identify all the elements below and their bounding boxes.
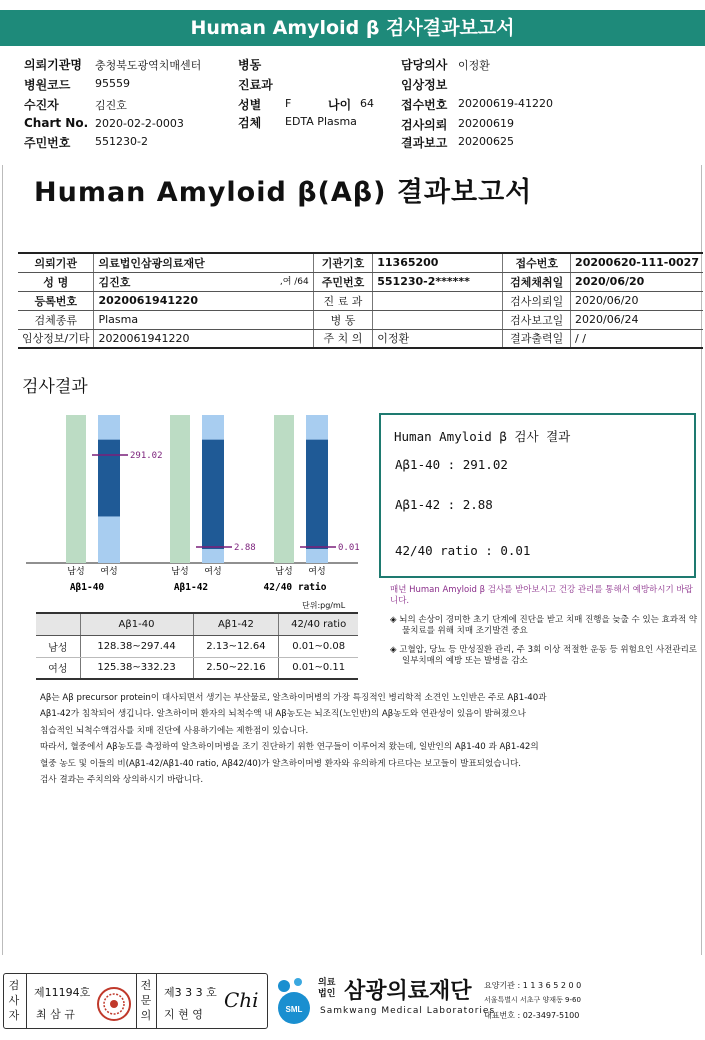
info-cell: 20200620-111-0027: [571, 253, 703, 272]
ref-header-cell: Aβ1-42: [193, 613, 279, 635]
ref-cell: 0.01~0.08: [279, 635, 358, 657]
info-row: [18, 310, 703, 329]
info-cell: 병 동: [313, 310, 372, 329]
org-phone: 대표번호 : 02-3497-5100: [484, 1011, 580, 1020]
report-title-bar: Human Amyloid β 검사결과보고서: [0, 10, 705, 46]
info-cell: / /: [571, 329, 703, 348]
bar-label-male: 남성: [275, 567, 293, 577]
bar-label-female: 여성: [100, 567, 118, 577]
result-ab42: Aβ1-42 : 2.88: [395, 497, 493, 512]
male-bar: [274, 415, 294, 563]
report-main-title: Human Amyloid β(Aβ) 결과보고서: [34, 177, 533, 208]
info-cell: 이정환: [373, 329, 503, 348]
ref-header-cell: 42/40 ratio: [279, 613, 358, 635]
ref-cell: 128.38~297.44: [80, 635, 193, 657]
receipt-label: 접수번호: [401, 98, 448, 112]
org-english-name: Samkwang Medical Laboratories: [320, 1006, 496, 1016]
info-cell: 주민번호: [313, 272, 372, 291]
info-row: [18, 329, 703, 348]
code-label: 병원코드: [24, 78, 71, 92]
para-line: 검사 결과는 주치의와 상의하시기 바랍니다.: [40, 775, 204, 786]
ref-cell: 125.38~332.23: [80, 657, 193, 679]
info-row: [18, 272, 703, 291]
name-value: 김진호: [98, 275, 131, 289]
info-cell: [94, 272, 313, 291]
ref-header-cell: Aβ1-40: [80, 613, 193, 635]
para-line: 혈중 농도 및 이들의 비(Aβ1-42/Aβ1-40 ratio, Aβ42/40)가 알츠하이머병 환자와 유의하게 다르다는 보고들이 발표되었습니다.: [40, 758, 521, 769]
report-value: 20200625: [458, 135, 514, 148]
divider: [26, 974, 27, 1028]
female-range-bar: [98, 440, 120, 517]
inspector-name: 최 삼 규: [36, 1008, 75, 1021]
age-label: 나이: [328, 98, 352, 112]
chart-value: 2020-02-2-0003: [95, 117, 184, 130]
info-cell: 2020/06/24: [571, 310, 703, 329]
bar-label-female: 여성: [308, 567, 326, 577]
info-cell: 2020061941220: [94, 329, 313, 348]
request-value: 20200619: [458, 117, 514, 130]
note-bullet: ◈ 고혈압, 당뇨 등 만성질환 관리, 주 3회 이상 적절한 운동 등 위험요인 사전관리로 일부치매의 예방 또는 발병을 감소: [390, 645, 698, 666]
recipient-value: 김진호: [95, 99, 127, 112]
info-row: [18, 291, 703, 310]
info-cell: [373, 291, 503, 310]
ref-cell: 2.13~12.64: [193, 635, 279, 657]
male-bar: [170, 415, 190, 563]
info-cell: 결과출력일: [503, 329, 571, 348]
sex-age-value: ,여 /64: [279, 276, 309, 287]
group-label: 42/40 ratio: [263, 582, 327, 593]
value-label: 291.02: [130, 450, 163, 461]
value-label: 0.01: [338, 543, 360, 553]
group-label: Aβ1-40: [69, 582, 105, 593]
code-value: 95559: [95, 77, 130, 90]
signature-box: [3, 973, 268, 1029]
group-label: Aβ1-42: [173, 582, 209, 593]
info-cell: 접수번호: [503, 253, 571, 272]
section-title: 검사결과: [22, 377, 88, 397]
info-cell: 임상정보/기타: [18, 329, 94, 348]
ref-header-cell: [36, 613, 80, 635]
para-line: Aβ는 Aβ precursor protein이 대사되면서 생기는 부산물로, 알츠하이머병의 가장 특징적인 병리학적 소견인 노인반은 주로 Aβ1-40과: [40, 693, 547, 703]
reference-table: [36, 612, 358, 680]
chart-label: Chart No.: [24, 116, 89, 130]
amyloid-chart: [18, 405, 363, 600]
info-cell: 검사보고일: [503, 310, 571, 329]
info-cell: 2020/06/20: [571, 272, 703, 291]
para-line: 따라서, 혈중에서 Aβ농도를 측정하여 알츠하이머병을 조기 진단하기 위한 연구들이 이루어져 왔는데, 일반인의 Aβ1-40 과 Aβ1-42의: [40, 742, 539, 753]
ref-cell: 0.01~0.11: [279, 657, 358, 679]
divider: [136, 974, 137, 1028]
result-box: [379, 413, 696, 578]
doctor-label: 담당의사: [401, 58, 448, 72]
note-bullet: ◈ 뇌의 손상이 경미한 초기 단계에 진단을 받고 치매 진행을 늦출 수 있는 효과적 약물치료를 위해 치매 조기발견 중요: [390, 615, 698, 636]
info-cell: 등록번호: [18, 291, 94, 310]
female-range-bar: [202, 440, 224, 549]
info-cell: 의료법인삼광의료재단: [94, 253, 313, 272]
specialist-number: 제3 3 3 호: [164, 986, 217, 999]
ref-row: [36, 635, 358, 657]
result-ratio: 42/40 ratio : 0.01: [395, 543, 531, 558]
bar-label-male: 남성: [67, 567, 85, 577]
value-label: 2.88: [234, 542, 256, 553]
info-cell: 진 료 과: [313, 291, 372, 310]
org-address: 서울특별시 서초구 양재동 9-60: [484, 996, 581, 1004]
sml-logo-text: SML: [285, 1005, 303, 1014]
info-cell: 11365200: [373, 253, 503, 272]
id-value: 551230-2: [95, 135, 148, 148]
seal-stamp-icon: [96, 986, 132, 1022]
inspector-number: 제11194호: [34, 986, 91, 999]
ward-label: 병동: [238, 58, 262, 72]
doctor-value: 이정환: [458, 59, 490, 72]
signature: Chi: [224, 988, 259, 1012]
result-ab40: Aβ1-40 : 291.02: [395, 457, 508, 472]
ref-row: [36, 657, 358, 679]
info-cell: 검체채취일: [503, 272, 571, 291]
info-cell: 검사의뢰일: [503, 291, 571, 310]
inspector-vertical-label: 검사자: [8, 979, 20, 1022]
patient-info-table: [18, 252, 703, 349]
bar-label-female: 여성: [204, 567, 222, 577]
hospital-label: 의뢰기관명: [24, 58, 82, 72]
org-logo: [272, 974, 702, 1029]
org-code: 요양기관 : 1 1 3 6 5 2 0 0: [484, 981, 582, 990]
receipt-value: 20200619-41220: [458, 97, 553, 110]
report-label: 결과보고: [401, 136, 448, 150]
specimen-label: 검체: [238, 116, 262, 130]
info-cell: 2020/06/20: [571, 291, 703, 310]
id-label: 주민번호: [24, 136, 71, 150]
dept-label: 진료과: [238, 78, 273, 92]
specimen-value: EDTA Plasma: [285, 115, 357, 128]
info-cell: [373, 310, 503, 329]
org-name: 삼광의료재단: [344, 979, 472, 1004]
info-cell: 성 명: [18, 272, 94, 291]
advice-notes: [390, 585, 700, 667]
specialist-vertical-label: 전문의: [140, 979, 152, 1022]
para-line: 침습적인 뇌척수액검사를 치매 진단에 사용하기에는 제한점이 있습니다.: [40, 725, 309, 736]
info-cell: 주 치 의: [313, 329, 372, 348]
ref-header-row: [36, 613, 358, 635]
clinical-label: 임상정보: [401, 78, 448, 92]
female-range-bar: [306, 440, 328, 549]
note-intro: 매년 Human Amyloid β 검사를 받아보시고 건강 관리를 통해서 예방하시기 바랍니다.: [390, 585, 693, 606]
sex-label: 성별: [238, 98, 262, 112]
info-cell: 의뢰기관: [18, 253, 94, 272]
request-label: 검사의뢰: [401, 118, 448, 132]
info-cell: 2020061941220: [94, 291, 313, 310]
ref-cell: 2.50~22.16: [193, 657, 279, 679]
info-row: [18, 253, 703, 272]
info-cell: 검체종류: [18, 310, 94, 329]
para-line: Aβ1-42가 침착되어 생깁니다. 알츠하이머 환자의 뇌척수액 내 Aβ농도는 뇌조직(노인반)의 Aβ농도와 연관성이 있음이 밝혀졌으나: [40, 709, 526, 720]
male-bar: [66, 415, 86, 563]
explanation-paragraph: [40, 690, 695, 788]
divider: [156, 974, 157, 1028]
org-prefix: 의료법인: [318, 978, 336, 999]
result-box-title: Human Amyloid β 검사 결과: [394, 429, 571, 444]
recipient-label: 수진자: [24, 98, 59, 112]
sml-logo-icon: [272, 976, 316, 1026]
ref-cell: 남성: [36, 635, 80, 657]
sex-value: F: [285, 97, 292, 110]
ref-cell: 여성: [36, 657, 80, 679]
info-cell: Plasma: [94, 310, 313, 329]
info-cell: 551230-2******: [373, 272, 503, 291]
age-value: 64: [360, 97, 374, 110]
specialist-name: 지 현 영: [164, 1008, 203, 1021]
unit-label: 단위:pg/mL: [302, 601, 346, 610]
hospital-value: 충청북도광역치매센터: [95, 59, 202, 72]
info-cell: 기관기호: [313, 253, 372, 272]
bar-label-male: 남성: [171, 567, 189, 577]
